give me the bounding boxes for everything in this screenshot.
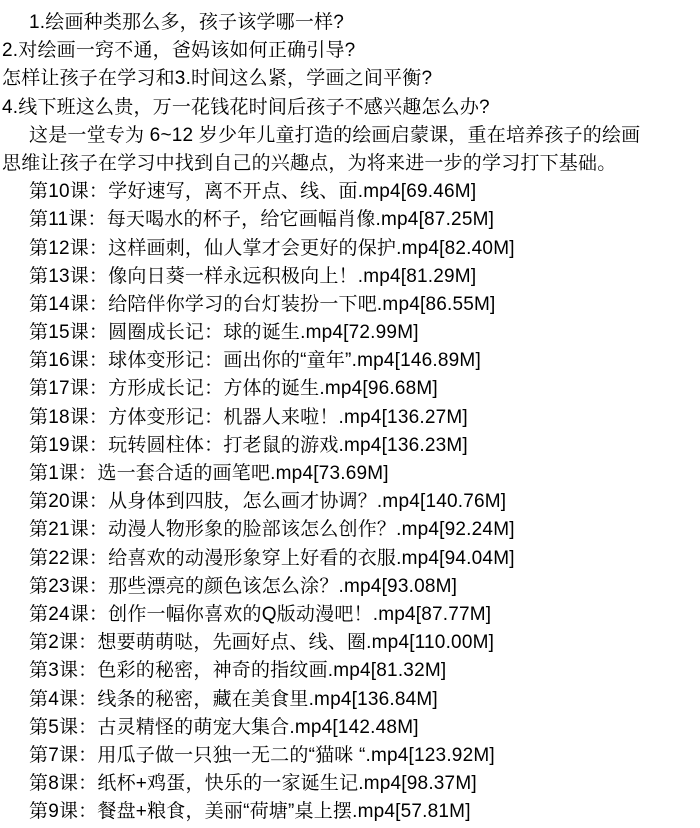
course-item: 第15课：圆圈成长记：球的诞生.mp4[72.99M] [29,322,419,344]
course-item: 第14课：给陪伴你学习的台灯装扮一下吧.mp4[86.55M] [29,293,496,315]
course-item: 第9课：餐盘+粮食，美丽“荷塘”桌上摆.mp4[57.81M] [29,801,471,823]
course-item: 第1课：选一套合适的画笔吧.mp4[73.69M] [29,463,389,484]
question-line: 1.绘画种类那么多，孩子该学哪一样? [29,12,345,33]
question-line: 2.对绘画一窍不通，爸妈该如何正确引导? [2,40,356,62]
course-item: 第17课：方形成长记：方体的诞生.mp4[96.68M] [29,378,438,400]
course-item: 第18课：方体变形记：机器人来啦！.mp4[136.27M] [29,406,468,428]
course-item: 第7课：用瓜子做一只独一无二的“猫咪 “.mp4[123.92M] [29,744,495,766]
course-item: 第8课：纸杯+鸡蛋，快乐的一家诞生记.mp4[98.37M] [29,773,477,795]
course-item: 第4课：线条的秘密，藏在美食里.mp4[136.84M] [29,688,438,710]
course-item: 第5课：古灵精怪的萌宠大集合.mp4[142.48M] [29,716,419,738]
intro-questions-section [0,9,700,122]
course-list-section [0,178,700,826]
course-item: 第19课：玩转圆柱体：打老鼠的游戏.mp4[136.23M] [29,434,468,456]
course-item: 第21课：动漫人物形象的脸部该怎么创作？.mp4[92.24M] [29,519,515,541]
course-item: 第24课：创作一幅你喜欢的Q版动漫吧！.mp4[87.77M] [29,603,492,625]
course-item: 第3课：色彩的秘密，神奇的指纹画.mp4[81.32M] [29,660,447,682]
course-item: 第12课：这样画刺，仙人掌才会更好的保护.mp4[82.40M] [29,237,515,259]
intro-paragraph-line: 这是一堂专为 6~12 岁少年儿童打造的绘画启蒙课，重在培养孩子的绘画 [29,124,641,146]
intro-paragraph-line: 思维让孩子在学习中找到自己的兴趣点，为将来进一步的学习打下基础。 [2,152,617,174]
course-item: 第20课：从身体到四肢，怎么画才协调？.mp4[140.76M] [29,491,507,513]
intro-paragraph-section [0,122,700,178]
question-line: 怎样让孩子在学习和3.时间这么紧，学画之间平衡? [2,68,433,90]
course-item: 第23课：那些漂亮的颜色该怎么涂？.mp4[93.08M] [29,575,458,597]
course-item: 第10课：学好速写，离不开点、线、面.mp4[69.46M] [29,181,477,203]
course-item: 第22课：给喜欢的动漫形象穿上好看的衣服.mp4[94.04M] [29,547,515,569]
course-item: 第13课：像向日葵一样永远积极向上！.mp4[81.29M] [29,265,477,287]
course-item: 第2课：想要萌萌哒，先画好点、线、圈.mp4[110.00M] [29,632,495,654]
question-line: 4.线下班这么贵，万一花钱花时间后孩子不感兴趣怎么办? [2,96,490,118]
course-item: 第11课：每天喝水的杯子，给它画幅肖像.mp4[87.25M] [29,209,495,231]
course-item: 第16课：球体变形记：画出你的“童年”.mp4[146.89M] [29,350,481,372]
